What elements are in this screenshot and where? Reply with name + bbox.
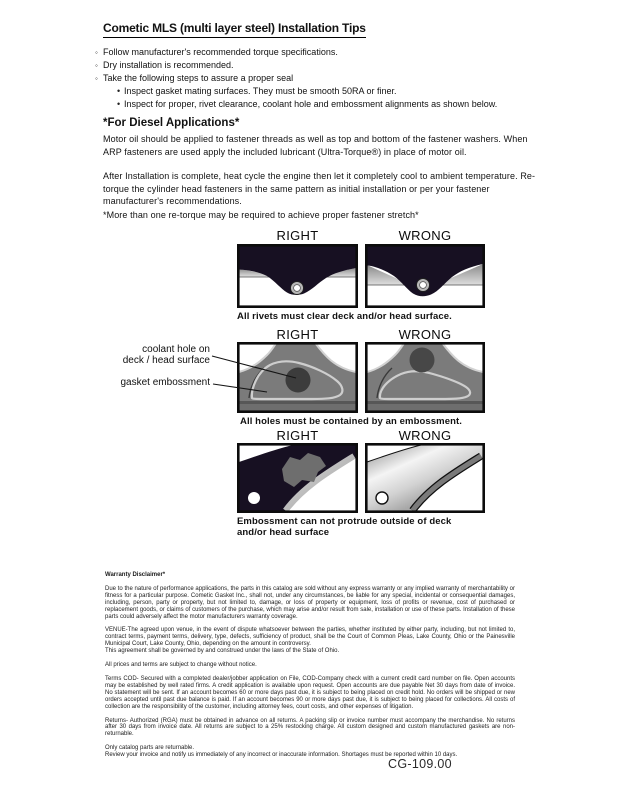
list-item (95, 59, 497, 72)
diesel-paragraph-2: After Installation is complete, heat cycle the engine then let it completely cool to ambient temperature. Re-torque the cylinder head fasteners in the same pattern as initial installation or per your fastener manufacturer's recommendations. (103, 171, 536, 206)
diagram-protrude-right (237, 443, 358, 513)
coolant-hole-label: coolant hole on deck / head surface (122, 344, 210, 366)
rivet-clearance-right-illustration (237, 244, 358, 308)
diagram-rivet-right (237, 244, 358, 308)
protrusion-right-illustration (237, 443, 358, 513)
retorque-note: *More than one re-torque may be required to achieve proper fastener stretch* (103, 210, 419, 220)
tip-text: Inspect for proper, rivet clearance, coolant hole and embossment alignments as shown below. (124, 99, 498, 109)
warranty-disclaimer-section (105, 572, 515, 759)
right-label: RIGHT (276, 327, 319, 342)
diesel-heading: *For Diesel Applications* (103, 117, 240, 129)
protrusion-wrong-illustration (365, 443, 485, 513)
legal-paragraph: Review your invoice and notify us immediately of any incorrect or inaccurate information. Shortages must be reported within 10 days. (105, 752, 458, 759)
page-title: Cometic MLS (multi layer steel) Installation Tips (103, 21, 366, 38)
diesel-paragraph-1: Motor oil should be applied to fastener threads as well as top and bottom of the fastener washers. When ARP fasteners are used apply the included lubricant (Ultra-Torque®) in place of motor oil. (103, 134, 528, 157)
open-bullet-icon: ◦ (95, 48, 98, 57)
tip-text: Follow manufacturer's recommended torque specifications. (103, 47, 338, 57)
wrong-label: WRONG (398, 228, 452, 243)
bullet-icon: • (117, 86, 121, 96)
wrong-label: WRONG (398, 428, 452, 443)
legal-paragraph: VENUE-The agreed upon venue, in the event of dispute whatsoever between the parties, whether instituted by either party, including, but not limited to, contract terms, payment terms, delivery, type, defects, sufficiency of product, shall be the Court of Common Pleas, Lake County, Ohio or the Painesville Municipal Court, Lake County, Ohio, depending on the amount in controversy. (105, 627, 515, 648)
tip-text: Take the following steps to assure a proper seal (103, 73, 294, 83)
legal-paragraph: Only catalog parts are returnable. (105, 745, 195, 752)
warranty-heading: Warranty Disclaimer* (105, 572, 166, 578)
list-item (95, 72, 497, 85)
installation-tips-list (95, 46, 497, 111)
list-item (95, 85, 497, 98)
legal-paragraph: This agreement shall be governed by and construed under the laws of the State of Ohio. (105, 648, 340, 655)
tip-text: Dry installation is recommended. (103, 60, 234, 70)
wrong-label: WRONG (398, 327, 452, 342)
bullet-icon: • (117, 99, 121, 109)
open-bullet-icon: ◦ (95, 74, 98, 83)
right-label: RIGHT (276, 428, 319, 443)
row3-caption: Embossment can not protrude outside of deck and/or head surface (237, 516, 452, 538)
right-label: RIGHT (276, 228, 319, 243)
tip-text: Inspect gasket mating surfaces. They must be smooth 50RA or finer. (124, 86, 397, 96)
diagram-embossment-wrong (365, 342, 485, 413)
diagram-embossment-right (237, 342, 358, 413)
legal-paragraph: Returns- Authorized (RGA) must be obtained in advance on all returns. A packing slip or invoice number must accompany the merchandise. No returns after 30 days from invoice date. All returns are subject to a 25% restocking charge. All custom designed and custom manufactured gaskets are non-returnable. (105, 717, 515, 738)
diagram-protrude-wrong (365, 443, 485, 513)
row1-caption: All rivets must clear deck and/or head surface. (237, 311, 452, 322)
diagram-rivet-wrong (365, 244, 485, 308)
legal-paragraph: All prices and terms are subject to change without notice. (105, 662, 257, 669)
gasket-embossment-label: gasket embossment (120, 377, 210, 388)
row2-caption: All holes must be contained by an embossment. (240, 416, 462, 427)
legal-paragraph: Terms COD- Secured with a completed dealer/jobber application on File, COD-Company check with a current credit card number on file. Open accounts may be established by well rated firms. A credit application is available upon request. Open accounts are due payable Net 30 days from date of invoice. No statement will be sent. If an account becomes 60 or more days past due, it is subject to being placed on credit hold. No orders will be shipped or new orders accepted until past due balance is paid. If an account becomes 90 or more days past due, it is subject to being placed for collections. All costs of collection are the responsibility of the customer, including attorney fees, court costs, and other expenses of litigation. (105, 675, 515, 710)
list-item (95, 46, 497, 59)
hole-containment-wrong-illustration (365, 342, 485, 413)
catalog-page-code: CG-109.00 (388, 757, 452, 771)
hole-containment-right-illustration (237, 342, 358, 413)
rivet-clearance-wrong-illustration (365, 244, 485, 308)
open-bullet-icon: ◦ (95, 61, 98, 70)
list-item (95, 98, 497, 111)
legal-paragraph: Due to the nature of performance applications, the parts in this catalog are sold without any express warranty or any implied warranty of merchantability or fitness for a particular purpose. Cometic Gasket Inc., shall not, under any circumstances, be liable for any special, incidental or consequential damages, including, person, party or property, but not limited to, damage, or loss of property or equipment, loss of profits or revenue, cost of purchased or replacement goods, or claims of customers of the purchase, which may arise and/or result from sale, installation or use of these parts. Installation of these parts could adversely affect the motor manufacturers warranty coverage. (105, 585, 515, 620)
